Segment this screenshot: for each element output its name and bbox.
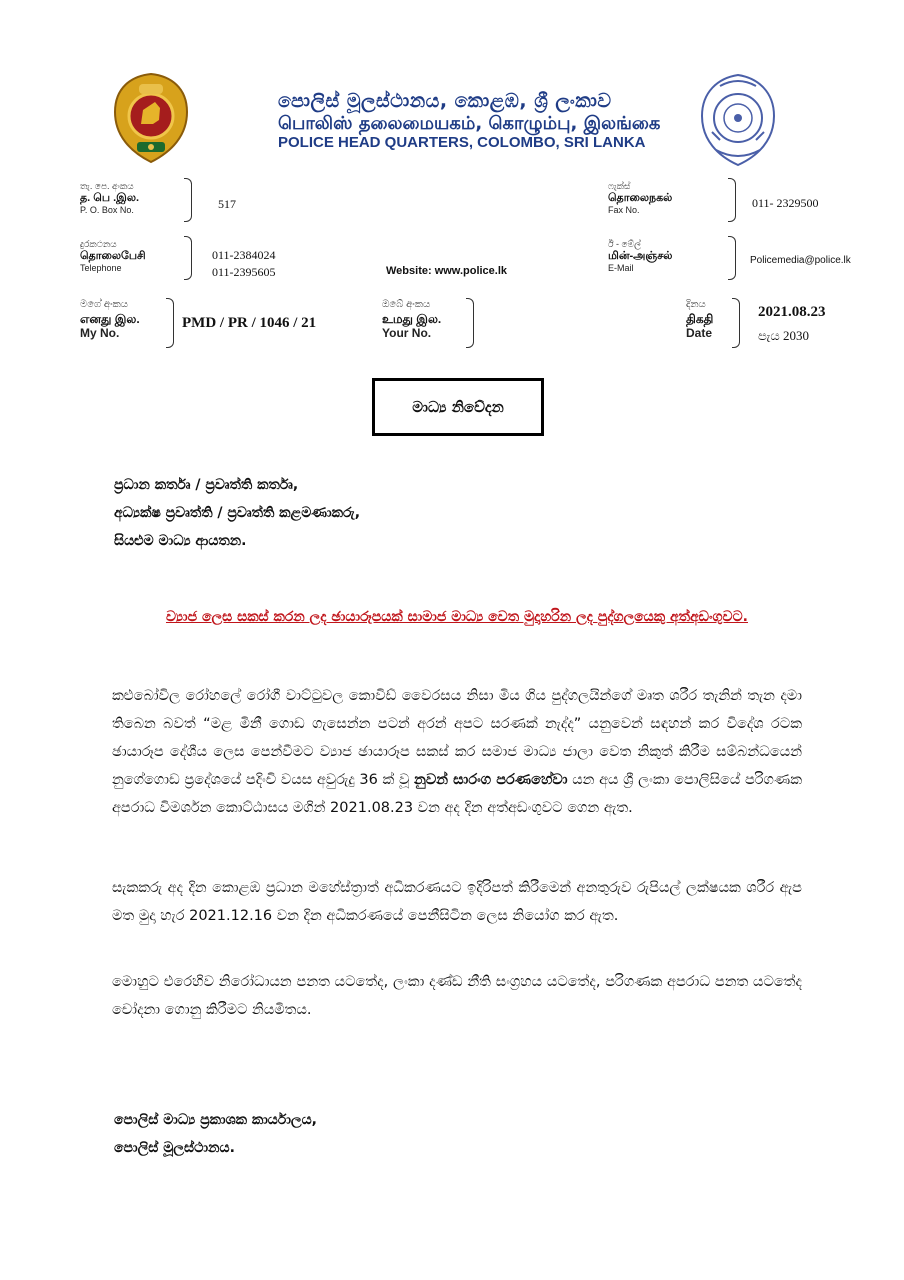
paragraph-1-part-a: කළුබෝවිල රෝහලේ රෝගී වාට්ටුවල කොවිඩ් වෛරසය නිසා මිය ගිය පුද්ගලයින්ගේ මෘත ශරීර තැනින් තැන දමා තිබෙන බවත් “මළ මිනී ගොඩ ගැසෙන්න පටන් අරන් අපට සරණක් නැද්ද” යනුවෙන් සඳහන් කර විදේශ රටක ඡායාරූප දේශීය ලෙස පෙන්වීමට ව්‍යාජ ඡායාරූප සකස් කර සමාජ මාධ්‍ය ජාලා වෙත නිකුත් කිරීම සම්බන්ධයෙන් නුගේගොඩ ප්‍රදේශයේ පදිංචි වයස අවුරුදු 36 ක් වූ <box>112 688 802 788</box>
addressee-3: සියළුම මාධ්‍ය ආයතන. <box>114 533 247 549</box>
header-english-title: POLICE HEAD QUARTERS, COLOMBO, SRI LANKA <box>278 134 646 151</box>
paragraph-1-part-b: යන අය ශ්‍රී ලංකා පොලිසියේ පරිගණක අපරාධ විමර්ශන කොට්ඨාසය මගින් 2021.08.23 වන අද දින අත්අඩංගුවට ගෙන ඇත. <box>112 772 802 816</box>
email-brace <box>728 236 736 280</box>
time-value: පැය 2030 <box>758 328 810 343</box>
addressee-2: අධ්‍යක්ෂ ප්‍රවෘත්ති / ප්‍රවෘත්ති කළමණාකරු, <box>114 505 361 521</box>
sri-lanka-emblem-icon <box>113 72 189 164</box>
fax-label: ෆැක්ස් தொலைநகல் Fax No. <box>608 181 673 215</box>
pobox-value: 517 <box>218 197 236 211</box>
paragraph-1 <box>112 682 802 822</box>
email-label: ඊ - මේල් மின்-அஞ்சல் E-Mail <box>608 239 673 273</box>
fax-value: 011- 2329500 <box>752 196 819 210</box>
telephone-value-2: 011-2395605 <box>212 265 276 279</box>
your-no-label: ඔබේ අංකය உமது இல. Your No. <box>382 299 442 340</box>
media-release-title: මාධ්‍ය නිවේදන <box>372 378 544 436</box>
header-tamil-title: பொலிஸ் தலைமையகம், கொழும்பு, இலங்கை <box>278 113 661 134</box>
suspect-name: නුවන් සාරංග පරණහේවා <box>414 772 568 788</box>
release-heading: ව්‍යාජ ලෙස සකස් කරන ලද ඡායාරූපයක් සාමාජ මාධ්‍ය වෙත මුදාහරින ලද පුද්ගලයෙකු අත්අඩංගුවට. <box>165 609 748 625</box>
paragraph-3: මොහුට එරෙහිව නිරෝධායන පනත යටතේද, ලංකා දණ්ඩ නීති සංග්‍රහය යටතේද, පරිගණක අපරාධ පනත යටතේද චෝදනා ගොනු කිරීමට නියමිතය. <box>112 974 802 1018</box>
email-value: Policemedia@police.lk <box>750 255 851 266</box>
signature-line-2: පොලිස් මූලස්ථානය. <box>114 1140 235 1156</box>
telephone-brace <box>184 236 192 280</box>
pobox-brace <box>184 178 192 222</box>
pobox-label: තැ. පෙ. අංකය த. பெ .இல. P. O. Box No. <box>80 181 140 215</box>
my-no-value: PMD / PR / 1046 / 21 <box>182 315 317 331</box>
your-no-brace <box>466 298 474 348</box>
police-emblem-icon <box>698 72 778 168</box>
paragraph-2: සැකකරු අද දින කොළඹ ප්‍රධාන මහේස්ත්‍රාත් අධිකරණයට ඉදිරිපත් කිරීමෙන් අනතුරුව රුපියල් ලක්ෂයක ශරීර ඇප මත මුදා හැර 2021.12.16 වන දින අධිකරණයේ පෙනීසිටින ලෙස නියෝග කර ඇත. <box>112 880 802 924</box>
telephone-value-1: 011-2384024 <box>212 248 276 262</box>
website-text: Website: www.police.lk <box>386 265 508 277</box>
telephone-label: දුරකථනය தொலைபேசி Telephone <box>80 239 146 273</box>
my-no-brace <box>166 298 174 348</box>
date-brace <box>732 298 740 348</box>
header-sinhala-title: පොලිස් මූලස්ථානය, කොළඹ, ශ්‍රී ලංකාව <box>278 90 612 112</box>
date-label: දිනය திகதி Date <box>686 299 714 340</box>
fax-brace <box>728 178 736 222</box>
my-no-label: මගේ අංකය எனது இல. My No. <box>80 299 140 340</box>
date-value: 2021.08.23 <box>758 304 826 320</box>
signature-line-1: පොලිස් මාධ්‍ය ප්‍රකාශක කාර්යාලය, <box>114 1112 317 1128</box>
addressee-1: ප්‍රධාන කර්තෘ / ප්‍රවෘත්ති කර්තෘ, <box>114 477 299 493</box>
